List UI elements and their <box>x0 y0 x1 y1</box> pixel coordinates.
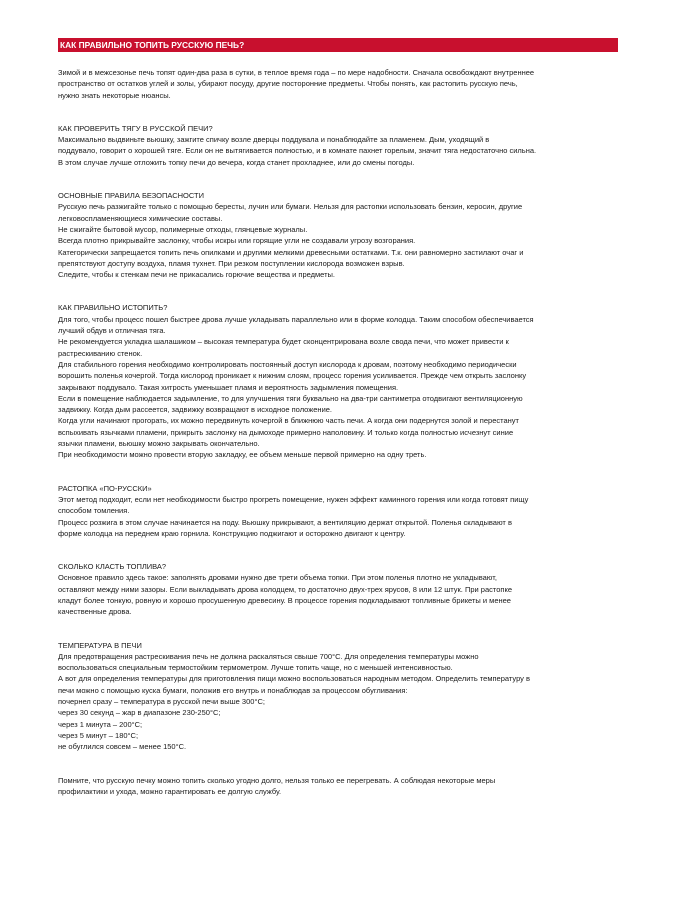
section-line: воспользоваться специальным термостойким термометром. Лучше топить чаще, но с меньшей интенсивностью. <box>58 663 453 673</box>
section-line: закрывают поддувало. Такая хитрость уменьшает пламя и вероятность задымления помещения. <box>58 382 399 392</box>
section-line: Не рекомендуется укладка шалашиком – высокая температура будет сконцентрирована возле свода печи, что может привести к <box>58 337 509 347</box>
document-page <box>58 38 618 797</box>
section-heading: РАСТОПКА «ПО-РУССКИ» <box>58 483 152 493</box>
section-heading: КАК ПРАВИЛЬНО ИСТОПИТЬ? <box>58 303 168 313</box>
section-line: Следите, чтобы к стенкам печи не прикасались горючие вещества и предметы. <box>58 270 335 280</box>
section-line: Всегда плотно прикрывайте заслонку, чтобы искры или горящие угли не создавали угрозу возгорания. <box>58 236 416 246</box>
closing-line: профилактики и ухода, можно гарантировать ее долгую службу. <box>58 786 282 796</box>
temperature-list-item: через 1 минута – 200°С; <box>58 719 143 729</box>
temperature-list-item: не обуглился совсем – менее 150°С. <box>58 742 187 752</box>
section-heading: КАК ПРОВЕРИТЬ ТЯГУ В РУССКОЙ ПЕЧИ? <box>58 123 213 133</box>
section-safety-rules <box>58 190 618 280</box>
section-draft-check <box>58 123 618 168</box>
section-russian-kindling <box>58 483 618 539</box>
closing-paragraph <box>58 775 618 798</box>
section-line: Для того, чтобы процесс пошел быстрее дрова лучше укладывать параллельно или в форме колодца. Таким способом обеспечивается <box>58 314 534 324</box>
section-line: печи можно с помощью куска бумаги, положив его внутрь и понаблюдав за процессом обугливания: <box>58 685 408 695</box>
section-line: препятствуют доступу воздуха, пламя тухнет. При резком поступлении кислорода возможен взрыв. <box>58 258 405 268</box>
section-line: Этот метод подходит, если нет необходимости быстро прогреть помещение, нужен эффект каминного горения или когда готовят пищу <box>58 494 529 504</box>
intro-line: нужно знать некоторые нюансы. <box>58 90 171 100</box>
section-line: Если в помещение наблюдается задымление, то для улучшения тяги буквально на два-три сантиметра отодвигают вентиляционную <box>58 393 523 403</box>
section-line: Русскую печь разжигайте только с помощью бересты, лучин или бумаги. Нельзя для растопки использовать бензин, керосин, другие <box>58 202 523 212</box>
section-line: ворошить поленья кочергой. Тогда кислород проникает к нижним слоям, процесс горения усиливается. Прежде чем открыть заслонку <box>58 371 527 381</box>
page-title: КАК ПРАВИЛЬНО ТОПИТЬ РУССКУЮ ПЕЧЬ? <box>58 38 618 52</box>
intro-paragraph <box>58 67 618 101</box>
temperature-list-item: через 5 минут – 180°С; <box>58 730 139 740</box>
section-line: качественные дрова. <box>58 607 132 617</box>
temperature-list-item: почернел сразу – температура в русской печи выше 300°С; <box>58 697 265 707</box>
section-heading: СКОЛЬКО КЛАСТЬ ТОПЛИВА? <box>58 562 167 572</box>
section-line: Когда угли начинают прогорать, их можно передвинуть кочергой в ближнюю часть печи. А когда они подернутся золой и перестанут <box>58 416 519 426</box>
section-heading: ТЕМПЕРАТУРА В ПЕЧИ <box>58 640 142 650</box>
section-line: Основное правило здесь такое: заполнять дровами нужно две трети объема топки. При этом поленья плотно не укладывают, <box>58 573 497 583</box>
section-line: поддувало, говорит о хорошей тяге. Если он не вытягивается полностью, и в комнате пахнет горелым, значит тяга недостаточно сильна. <box>58 146 537 156</box>
section-line: кладут более тонкую, ровную и хорошо просушенную древесину. В процессе горения подкладывают топливные брикеты и менее <box>58 595 511 605</box>
section-line: Не сжигайте бытовой мусор, полимерные отходы, глянцевые журналы. <box>58 224 308 234</box>
section-line: задвижку. Когда дым рассеется, задвижку возвращают в исходное положение. <box>58 405 333 415</box>
section-line: легковоспламеняющиеся химические составы. <box>58 213 223 223</box>
section-heading: ОСНОВНЫЕ ПРАВИЛА БЕЗОПАСНОСТИ <box>58 191 205 201</box>
section-line: растрескиванию стенок. <box>58 348 143 358</box>
closing-line: Помните, что русскую печку можно топить сколько угодно долго, нельзя только ее перегревать. А соблюдая некоторые меры <box>58 775 496 785</box>
section-fuel-amount <box>58 561 618 617</box>
section-line: способом томления. <box>58 506 130 516</box>
section-line: Для стабильного горения необходимо контролировать постоянный доступ кислорода к дровам, поэтому необходимо периодически <box>58 359 517 369</box>
section-line: язычки пламени, вьюшку можно закрывать окончательно. <box>58 439 260 449</box>
section-line: Для предотвращения растрескивания печь не должна раскаляться свыше 700°С. Для определения температуры можно <box>58 651 479 661</box>
section-how-to-fire <box>58 302 618 460</box>
section-line: лучший обдув и отличная тяга. <box>58 326 166 336</box>
section-line: оставляют между ними зазоры. Если выкладывать дрова колодцем, то достаточно двух-трех ярусов, 8 или 12 штук. При растопке <box>58 584 513 594</box>
section-line: А вот для определения температуры для приготовления пищи можно воспользоваться народным методом. Определить температуру в <box>58 674 530 684</box>
section-line: Процесс розжига в этом случае начинается на поду. Вьюшку прикрывают, а вентиляцию держат открытой. Поленья складывают в <box>58 517 512 527</box>
section-line: форме колодца на переднем краю горнила. Конструкцию поджигают и осторожно двигают к центру. <box>58 528 406 538</box>
section-line: При необходимости можно провести вторую закладку, ее объем меньше первой примерно на одну треть. <box>58 450 427 460</box>
intro-line: Зимой и в межсезонье печь топят один-два раза в сутки, в теплое время года – по мере надобности. Сначала освобождают внутреннее <box>58 68 535 77</box>
section-line: вспыхивать язычками пламени, прикрыть заслонку на дымоходе примерно наполовину. И только когда полностью исчезнут синие <box>58 427 514 437</box>
section-line: Максимально выдвиньте вьюшку, зажгите спичку возле дверцы поддувала и понаблюдайте за пламенем. Дым, уходящий в <box>58 135 490 145</box>
intro-line: пространство от остатков углей и золы, убирают посуду, другие посторонние предметы. Чтобы понять, как растопить русскую печь, <box>58 79 518 89</box>
section-line: Категорически запрещается топить печь опилками и другими мелкими древесными остатками. Т.к. они равномерно застилают очаг и <box>58 247 524 257</box>
section-line: В этом случае лучше отложить топку печи до вечера, когда станет прохладнее, или до смены погоды. <box>58 157 415 167</box>
temperature-list-item: через 30 секунд – жар в диапазоне 230-250°С; <box>58 708 221 718</box>
section-oven-temperature <box>58 640 618 753</box>
